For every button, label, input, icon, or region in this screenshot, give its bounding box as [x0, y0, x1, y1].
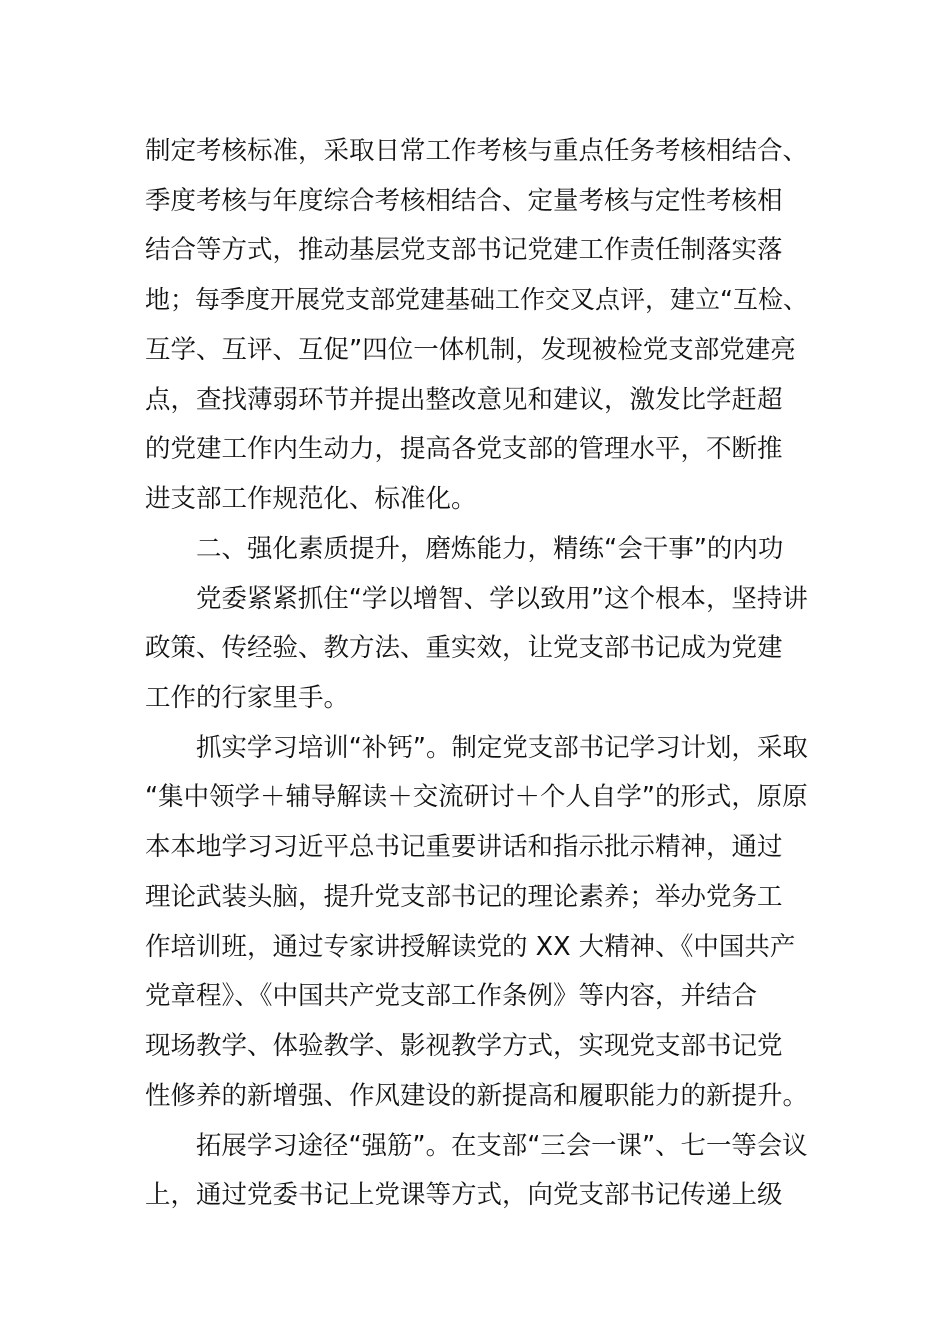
text-line: 理论武装头脑，提升党支部书记的理论素养；举办党务工: [145, 882, 783, 912]
text-line: 政策、传经验、教方法、重实效，让党支部书记成为党建: [145, 633, 783, 663]
text-line: 结合等方式，推动基层党支部书记党建工作责任制落实落: [145, 235, 783, 265]
text-line: 互学、互评、互促”四位一体机制，发现被检党支部党建亮: [145, 335, 796, 365]
text-line: 制定考核标准，采取日常工作考核与重点任务考核相结合、: [145, 136, 809, 166]
text-line: 作培训班，通过专家讲授解读党的 XX 大精神、《中国共产: [145, 932, 796, 962]
text-line: 本本地学习习近平总书记重要讲话和指示批示精神，通过: [145, 832, 783, 862]
text-line: 工作的行家里手。: [145, 683, 350, 713]
text-line: 党章程》、《中国共产党支部工作条例》等内容，并结合: [145, 981, 758, 1011]
text-line: 拓展学习途径“强筋”。在支部“三会一课”、七一等会议: [196, 1130, 808, 1160]
text-line: 党委紧紧抓住“学以增智、学以致用”这个根本，坚持讲: [196, 584, 808, 614]
text-line: “集中领学＋辅导解读＋交流研讨＋个人自学”的形式，原原: [145, 782, 808, 812]
text-line: 进支部工作规范化、标准化。: [145, 484, 477, 514]
text-line: 点，查找薄弱环节并提出整改意见和建议，激发比学赶超: [145, 385, 783, 415]
text-line: 抓实学习培训“补钙”。制定党支部书记学习计划，采取: [196, 733, 808, 763]
section-heading: 二、强化素质提升，磨炼能力，精练“会干事”的内功: [196, 534, 784, 564]
text-line: 上，通过党委书记上党课等方式，向党支部书记传递上级: [145, 1180, 783, 1210]
text-line: 现场教学、体验教学、影视教学方式，实现党支部书记党: [145, 1031, 783, 1061]
text-line: 地；每季度开展党支部党建基础工作交叉点评，建立“互检、: [145, 285, 808, 314]
text-line: 性修养的新增强、作风建设的新提高和履职能力的新提升。: [145, 1081, 809, 1111]
text-line: 季度考核与年度综合考核相结合、定量考核与定性考核相: [145, 186, 783, 216]
text-line: 的党建工作内生动力，提高各党支部的管理水平，不断推: [145, 434, 783, 464]
